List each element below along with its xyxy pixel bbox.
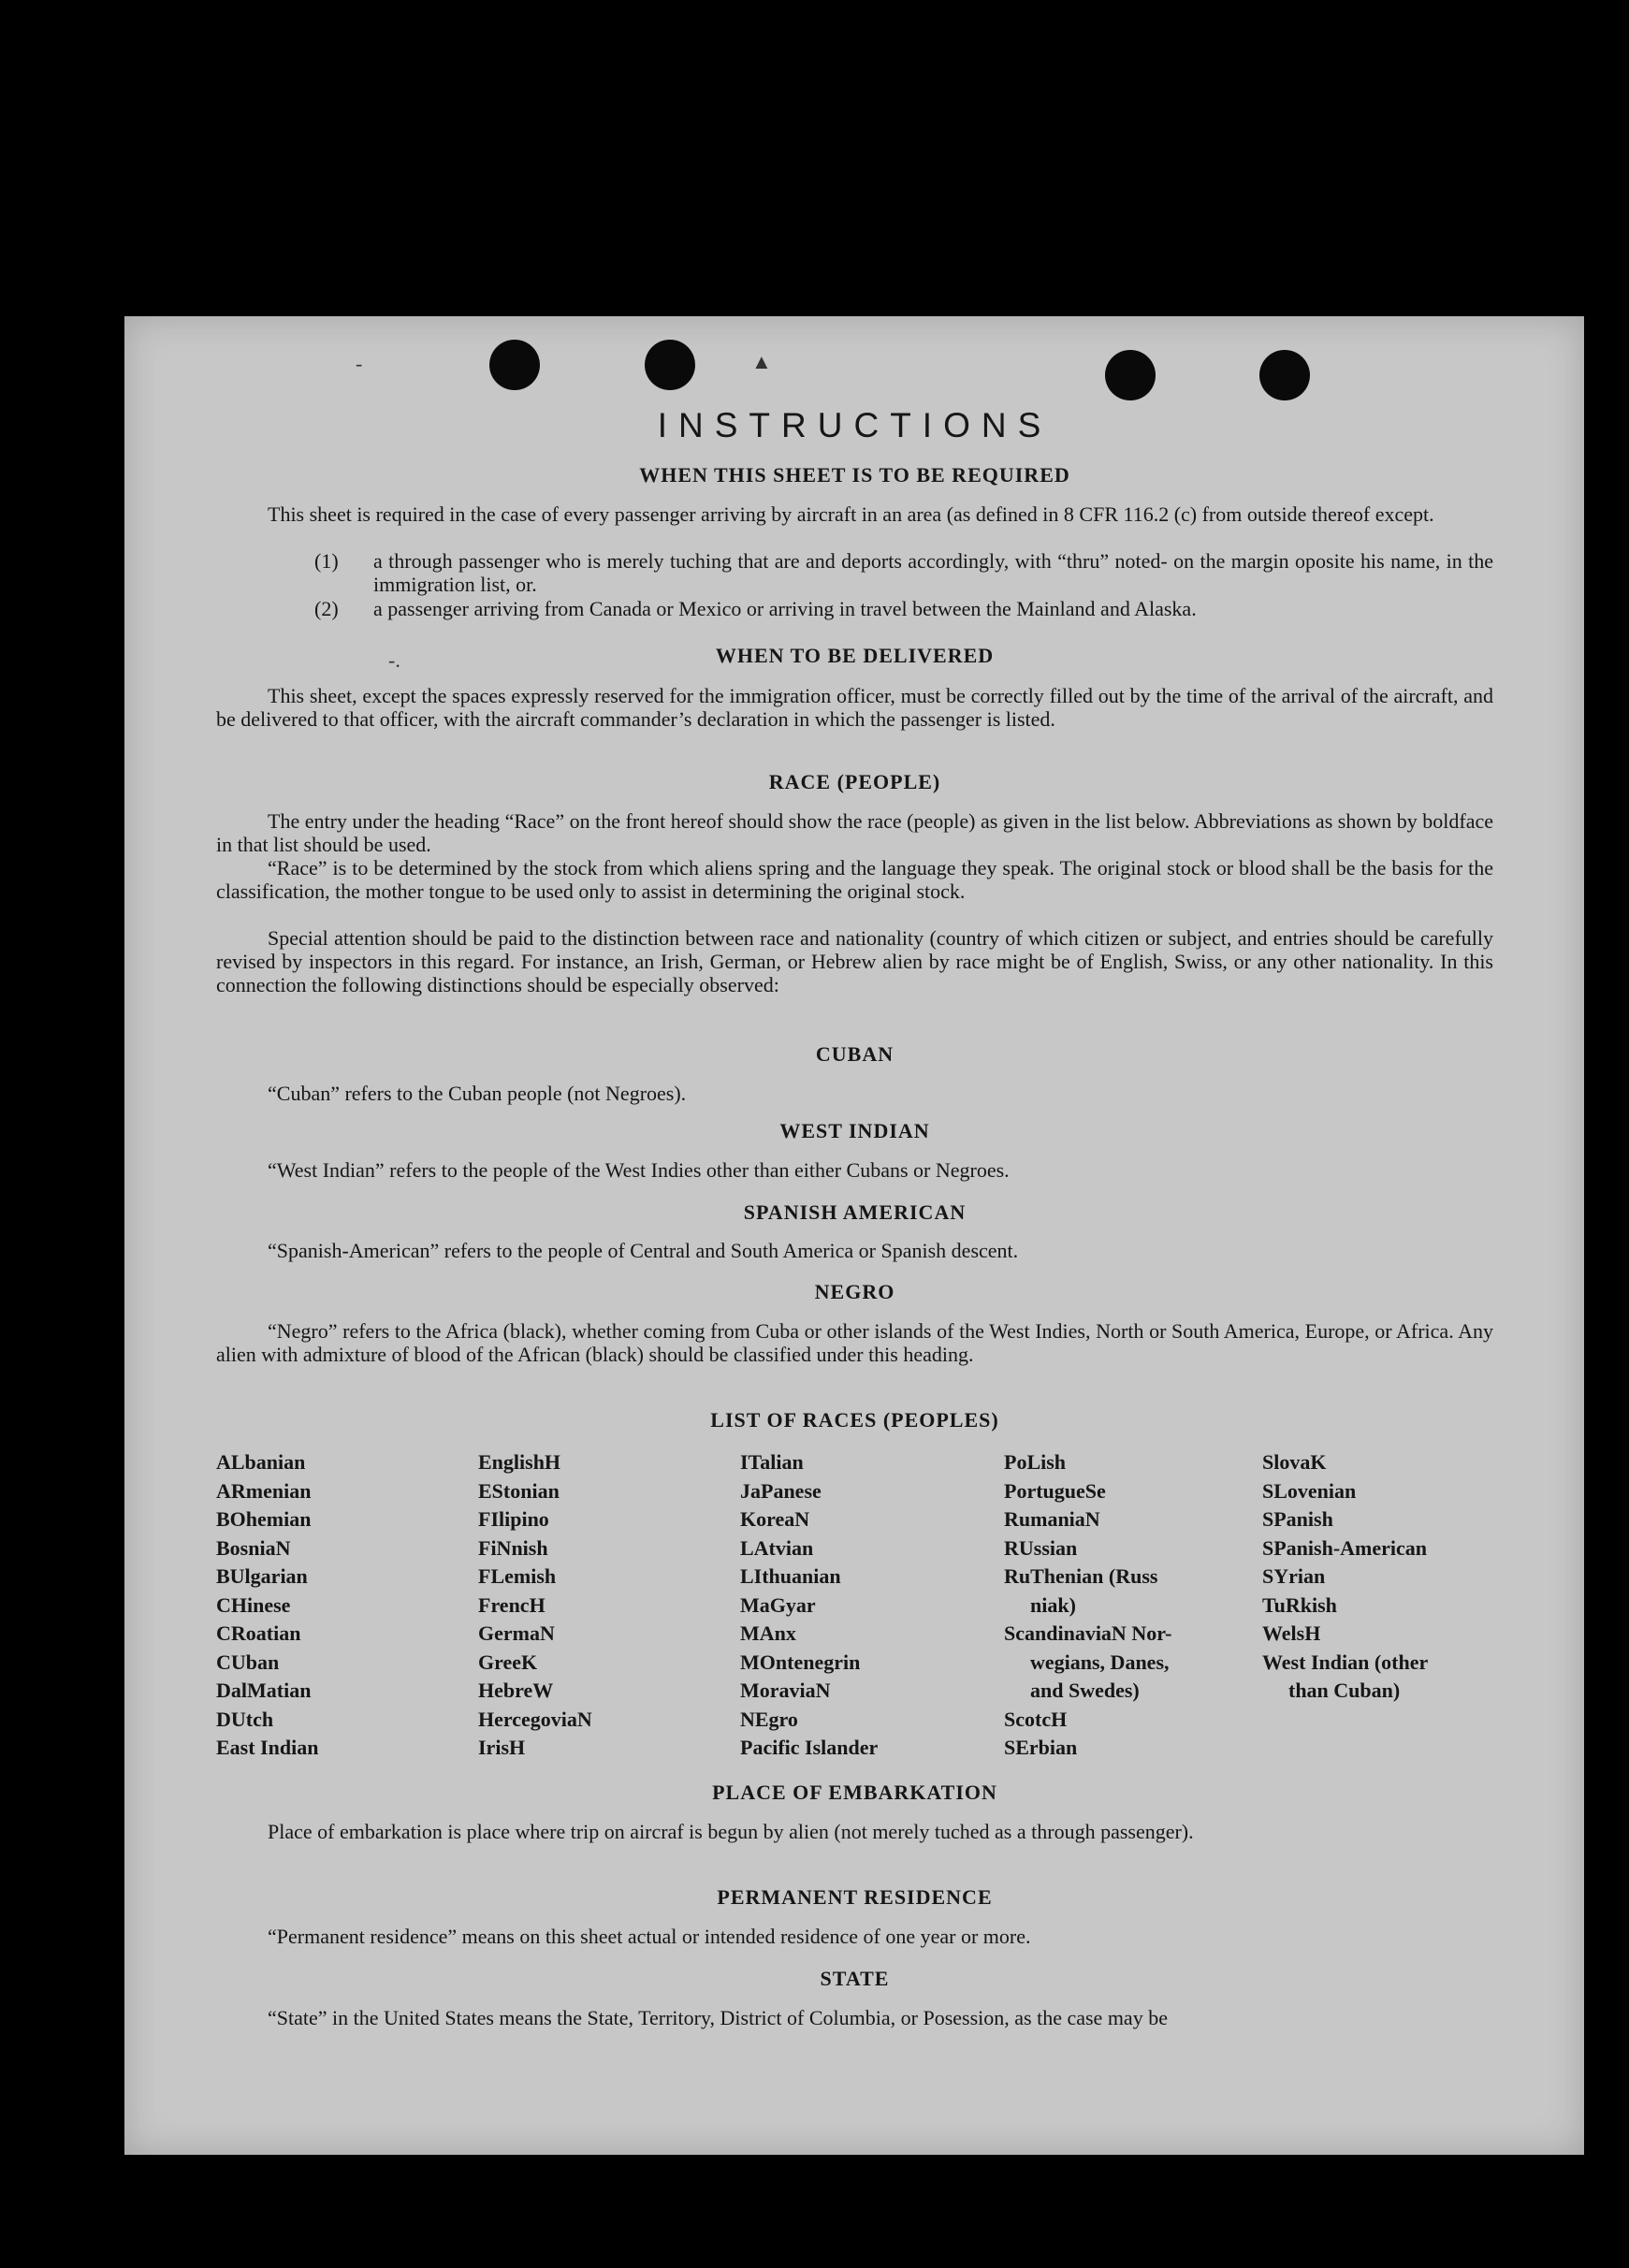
- races-column-3: [740, 1448, 878, 1763]
- race-entry: MoraviaN: [740, 1679, 831, 1702]
- race-entry: East Indian: [216, 1736, 319, 1759]
- races-column-5: [1262, 1448, 1428, 1706]
- race-entry: CRoatian: [216, 1621, 301, 1645]
- race-entry: FiNnish: [478, 1535, 548, 1560]
- race-entry: WelsH: [1262, 1621, 1321, 1645]
- race-entry: West Indian (other: [1262, 1650, 1429, 1674]
- item-text: a passenger arriving from Canada or Mexico or arriving in travel between the Mainland and Alaska.: [373, 597, 1197, 620]
- races-column-1: [216, 1448, 318, 1763]
- race-entry: ALbanian: [216, 1450, 306, 1474]
- race-entry: GermaN: [478, 1621, 555, 1645]
- races-column-2: [478, 1448, 592, 1763]
- race-entry: ARmenian: [216, 1478, 312, 1503]
- negro-text: “Negro” refers to the Africa (black), whether coming from Cuba or other islands of the West Indies, North or South America, Europe, or Africa. Any alien with admixture of blood of the African (black) should be classified under this heading.: [216, 1319, 1493, 1366]
- residence-text: “Permanent residence” means on this sheet actual or intended residence of one year or more.: [268, 1925, 1031, 1948]
- race-entry: ScandinaviaN Nor-: [1004, 1621, 1172, 1645]
- race-entry: RumaniaN: [1004, 1507, 1100, 1531]
- race-entry: HebreW: [478, 1679, 554, 1702]
- heading-race: RACE (PEOPLE): [768, 770, 941, 793]
- race-entry: and Swedes): [1030, 1679, 1140, 1702]
- race-entry: IrisH: [478, 1736, 526, 1759]
- heading-permanent-residence: PERMANENT RESIDENCE: [717, 1885, 993, 1909]
- race-paragraph-1: The entry under the heading “Race” on the front hereof should show the race (people) as given in the list below. Abbreviations as shown by boldface in that list should be used.: [216, 809, 1493, 856]
- race-entry: GreeK: [478, 1650, 538, 1674]
- race-entry: JaPanese: [740, 1478, 822, 1503]
- when-delivered-text: This sheet, except the spaces expressly reserved for the immigration officer, must be correctly filled out by the time of the arrival of the aircraft, and be delivered to that officer, with the aircraft commander’s declaration in which the passenger is listed.: [216, 684, 1493, 731]
- races-column-4: [1004, 1448, 1171, 1763]
- race-entry: BOhemian: [216, 1507, 312, 1531]
- race-entry: CHinese: [216, 1592, 291, 1617]
- punch-hole: [1105, 350, 1156, 400]
- heading-cuban: CUBAN: [815, 1042, 894, 1066]
- race-entry: niak): [1030, 1592, 1076, 1617]
- heading-west-indian: WEST INDIAN: [779, 1119, 930, 1142]
- race-entry: MOntenegrin: [740, 1650, 861, 1674]
- race-entry: RuThenian (Russ: [1004, 1564, 1158, 1588]
- race-entry: wegians, Danes,: [1030, 1650, 1170, 1674]
- race-entry: LIthuanian: [740, 1564, 841, 1588]
- stray-mark: -: [356, 352, 363, 375]
- race-entry: FrencH: [478, 1592, 545, 1617]
- punch-hole: [1259, 350, 1310, 400]
- west-indian-text: “West Indian” refers to the people of the West Indies other than either Cubans or Negroes.: [268, 1158, 1010, 1182]
- item-number: (1): [314, 549, 339, 573]
- state-text: “State” in the United States means the State, Territory, District of Columbia, or Posession, as the case may be: [268, 2006, 1168, 2029]
- document-sheet: [124, 316, 1584, 2155]
- race-entry: EnglishH: [478, 1450, 561, 1474]
- race-entry: SlovaK: [1262, 1450, 1327, 1474]
- race-entry: HercegoviaN: [478, 1707, 592, 1731]
- heading-negro: NEGRO: [814, 1280, 895, 1303]
- race-entry: MaGyar: [740, 1592, 816, 1617]
- heading-when-delivered: WHEN TO BE DELIVERED: [715, 644, 995, 667]
- race-entry: SErbian: [1004, 1736, 1078, 1759]
- race-entry: MAnx: [740, 1621, 796, 1645]
- cuban-text: “Cuban” refers to the Cuban people (not Negroes).: [268, 1082, 687, 1105]
- heading-list-of-races: LIST OF RACES (PEOPLES): [710, 1408, 999, 1432]
- race-entry: SLovenian: [1262, 1478, 1357, 1503]
- when-required-text: This sheet is required in the case of every passenger arriving by aircraft in an area (as defined in 8 CFR 116.2 (c) from outside thereof except.: [268, 502, 1434, 526]
- punch-hole: [489, 340, 540, 390]
- punch-hole: [645, 340, 695, 390]
- race-paragraph-3: Special attention should be paid to the distinction between race and nationality (country of which citizen or subject, and entries should be carefully revised by inspectors in this regard. For instance, an Irish, German, or Hebrew alien by race might be of English, Swiss, or any other nationality. In this connection the following distinctions should be especially observed:: [216, 926, 1493, 996]
- race-entry: DalMatian: [216, 1679, 312, 1702]
- race-entry: PortugueSe: [1004, 1478, 1106, 1503]
- race-entry: EStonian: [478, 1478, 560, 1503]
- race-entry: ITalian: [740, 1450, 804, 1474]
- stray-mark: ▲: [751, 350, 772, 373]
- race-entry: NEgro: [740, 1707, 798, 1731]
- race-entry: CUban: [216, 1650, 280, 1674]
- heading-spanish-american: SPANISH AMERICAN: [743, 1200, 967, 1224]
- race-entry: BUlgarian: [216, 1564, 308, 1588]
- heading-when-required: WHEN THIS SHEET IS TO BE REQUIRED: [639, 463, 1070, 487]
- race-entry: TuRkish: [1262, 1592, 1337, 1617]
- heading-embarkation: PLACE OF EMBARKATION: [712, 1781, 997, 1804]
- race-entry: than Cuban): [1288, 1679, 1401, 1702]
- embarkation-text: Place of embarkation is place where trip on aircraf is begun by alien (not merely tuched as a through passenger).: [268, 1820, 1194, 1843]
- race-entry: SPanish-American: [1262, 1535, 1427, 1560]
- race-entry: Pacific Islander: [740, 1736, 879, 1759]
- race-entry: SYrian: [1262, 1564, 1326, 1588]
- race-entry: SPanish: [1262, 1507, 1333, 1531]
- heading-state: STATE: [820, 1967, 890, 1990]
- race-entry: PoLish: [1004, 1450, 1067, 1474]
- item-number: (2): [314, 597, 339, 620]
- race-entry: LAtvian: [740, 1535, 814, 1560]
- race-entry: RUssian: [1004, 1535, 1078, 1560]
- race-paragraph-2: “Race” is to be determined by the stock from which aliens spring and the language they speak. The original stock or blood shall be the basis for the classification, the mother tongue to be used only to assist in determining the original stock.: [216, 856, 1493, 903]
- race-entry: FLemish: [478, 1564, 557, 1588]
- race-entry: BosniaN: [216, 1535, 291, 1560]
- item-text: a through passenger who is merely tuching that are and deports accordingly, with “thru” noted- on the margin oposite his name, in the immigration list, or.: [373, 549, 1493, 596]
- race-entry: FIlipino: [478, 1507, 549, 1531]
- stray-mark: -.: [388, 648, 400, 672]
- race-entry: DUtch: [216, 1707, 274, 1731]
- race-entry: KoreaN: [740, 1507, 810, 1531]
- page-title: INSTRUCTIONS: [657, 406, 1053, 444]
- race-entry: ScotcH: [1004, 1707, 1068, 1731]
- spanish-american-text: “Spanish-American” refers to the people of Central and South America or Spanish descent.: [268, 1239, 1019, 1262]
